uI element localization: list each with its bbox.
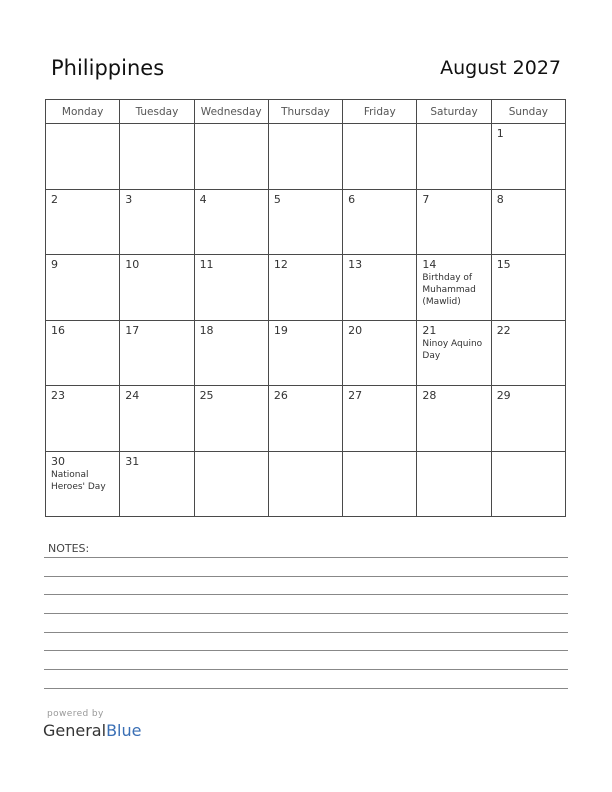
day-number: 1 [496,127,504,140]
day-cell [120,386,194,452]
day-number: 22 [496,323,511,337]
weekday-wednesday: Wednesday [194,100,268,124]
empty-day-cell [194,124,268,190]
day-number: 27 [348,389,363,402]
notes-label: NOTES: [48,542,90,555]
day-number: 4 [199,192,207,206]
week-row [46,451,566,517]
empty-day-cell [417,451,491,517]
brand-general: General [43,721,107,740]
day-number: 14 [422,258,437,271]
note-line [44,557,568,558]
day-number: 7 [422,192,430,206]
day-number: 31 [125,454,140,468]
note-line [44,613,568,614]
day-cell [343,320,417,386]
day-cell [194,386,268,452]
note-line [44,632,568,633]
brand-logo[interactable] [43,721,141,740]
weekday-tuesday: Tuesday [120,100,194,124]
day-number: 20 [348,323,363,337]
day-number: 23 [51,389,65,402]
day-cell [491,189,565,255]
powered-by-text: powered by [47,709,104,719]
weekday-saturday: Saturday [417,100,491,124]
day-cell [46,320,120,386]
week-row [46,124,566,190]
empty-day-cell [120,124,194,190]
day-cell [343,255,417,321]
day-number: 9 [51,258,58,271]
holiday-label: Ninoy Aquino Day [422,338,483,361]
note-line [44,594,568,595]
empty-day-cell [46,124,120,190]
day-cell [194,255,268,321]
weekday-monday: Monday [46,100,120,124]
day-number: 6 [348,192,356,206]
day-cell [417,189,491,255]
day-cell [343,386,417,452]
day-number: 30 [51,454,65,468]
week-row [46,386,566,452]
day-cell [120,255,194,321]
day-number: 28 [422,389,437,402]
brand-blue: Blue [106,721,142,740]
day-cell [491,320,565,386]
day-cell [46,451,120,517]
day-cell [120,320,194,386]
weekday-sunday: Sunday [491,100,565,124]
day-cell [268,255,342,321]
day-cell [194,189,268,255]
day-number: 16 [51,323,65,337]
note-line [44,576,568,577]
day-number: 17 [125,323,140,337]
week-row [46,255,566,321]
day-number: 19 [273,323,288,337]
note-line [44,669,568,670]
day-number: 24 [125,389,140,402]
holiday-label: National Heroes' Day [51,469,106,492]
day-number: 12 [273,258,288,271]
day-number: 2 [51,192,58,206]
day-number: 15 [496,258,511,271]
holiday-label: Birthday of Muhammad (Mawlid) [422,273,476,307]
weekday-header-row [46,100,566,124]
empty-day-cell [491,451,565,517]
day-cell [417,255,491,321]
month-title: August 2027 [440,57,561,79]
day-cell [417,320,491,386]
day-number: 11 [199,258,214,271]
day-cell [491,386,565,452]
day-cell [46,386,120,452]
day-number: 18 [199,323,214,337]
day-number: 8 [496,192,504,206]
calendar-grid [45,99,566,517]
empty-day-cell [268,451,342,517]
day-cell [46,189,120,255]
day-number: 5 [273,192,281,206]
day-number: 29 [496,389,511,402]
day-number: 26 [273,389,288,402]
empty-day-cell [268,124,342,190]
day-cell [120,451,194,517]
note-line [44,688,568,689]
day-cell [417,386,491,452]
country-title: Philippines [51,56,165,80]
weekday-thursday: Thursday [268,100,342,124]
day-cell [46,255,120,321]
empty-day-cell [343,451,417,517]
day-cell [343,189,417,255]
empty-day-cell [417,124,491,190]
day-cell [268,189,342,255]
day-cell [268,386,342,452]
day-cell [120,189,194,255]
empty-day-cell [194,451,268,517]
week-row [46,320,566,386]
day-number: 25 [199,389,214,402]
day-number: 3 [125,192,133,206]
weekday-friday: Friday [343,100,417,124]
day-cell [194,320,268,386]
day-cell [268,320,342,386]
empty-day-cell [343,124,417,190]
day-number: 21 [422,323,437,337]
note-line [44,650,568,651]
day-cell [491,255,565,321]
week-row [46,189,566,255]
day-cell [491,124,565,190]
day-number: 13 [348,258,363,271]
day-number: 10 [125,258,140,271]
